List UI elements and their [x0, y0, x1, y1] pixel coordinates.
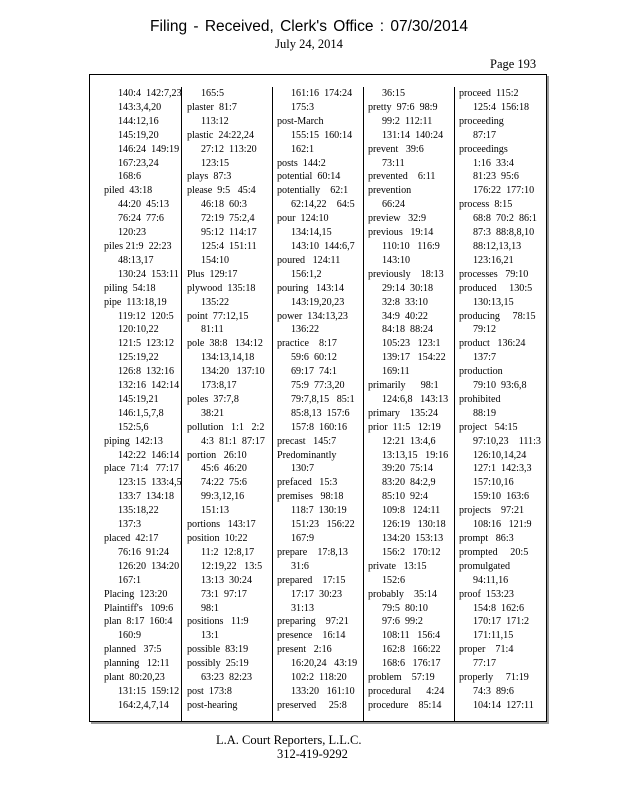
index-subentry: 126:10,14,24 [473, 449, 527, 461]
index-subentry: 17:17 30:23 [291, 588, 343, 600]
index-entry: please 9:5 45:4 [187, 185, 256, 197]
index-subentry: 85:10 92:4 [382, 491, 428, 503]
index-entry: plan 8:17 160:4 [104, 616, 173, 628]
index-subentry: 97:6 99:2 [382, 616, 423, 628]
index-subentry: 83:20 84:2,9 [382, 477, 436, 489]
index-subentry: 13:1 [201, 630, 219, 642]
index-entry: primary 135:24 [368, 407, 439, 419]
index-subentry: 121:5 123:12 [118, 338, 175, 350]
index-subentry: 123:15 [201, 157, 230, 169]
index-entry: proper 71:4 [459, 644, 514, 656]
index-entry: premises 98:18 [277, 491, 344, 503]
index-entry: plastic 24:22,24 [187, 129, 255, 141]
index-subentry: 136:22 [291, 324, 320, 336]
index-subentry: 146:24 149:19 [118, 143, 180, 155]
index-entry: Predominantly [277, 449, 337, 461]
index-subentry: 168:6 176:17 [382, 658, 441, 670]
index-entry: previous 19:14 [368, 227, 434, 239]
index-subentry: 164:2,4,7,14 [118, 699, 169, 711]
index-subentry: 99:3,12,16 [201, 491, 245, 503]
index-subentry: 135:18,22 [118, 505, 159, 517]
index-subentry: 168:6 [118, 171, 141, 183]
index-entry: planning 12:11 [104, 658, 170, 670]
index-subentry: 167:9 [291, 533, 314, 544]
index-subentry: 139:17 154:22 [382, 352, 446, 364]
index-subentry: 146:1,5,7,8 [118, 407, 164, 419]
index-entry: prevented 6:11 [368, 171, 436, 183]
index-column-1 [90, 87, 195, 721]
index-subentry: 171:11,15 [473, 630, 514, 642]
index-subentry: 4:3 81:1 87:17 [201, 435, 265, 447]
index-subentry: 127:1 142:3,3 [473, 463, 532, 475]
index-subentry: 152:6 [382, 574, 405, 586]
index-subentry: 131:14 140:24 [382, 129, 444, 141]
index-entry: Plus 129:17 [187, 268, 238, 280]
index-entry: piping 142:13 [104, 435, 163, 447]
index-subentry: 173:8,17 [201, 380, 237, 392]
index-column-2 [181, 87, 278, 721]
index-subentry: 134:20 137:10 [201, 366, 265, 378]
index-subentry: 143:10 144:6,7 [291, 240, 355, 252]
index-entry: preview 32:9 [368, 213, 427, 225]
index-entry: prohibited [459, 393, 501, 405]
index-entry: prepare 17:8,13 [277, 546, 348, 558]
index-entry: Plaintiff's 109:6 [104, 602, 174, 614]
index-subentry: 76:16 91:24 [118, 546, 170, 558]
index-table [89, 74, 547, 722]
index-subentry: 34:9 40:22 [382, 310, 428, 322]
index-entry: piling 54:18 [104, 282, 156, 294]
index-subentry: 74:3 89:6 [473, 685, 514, 697]
index-entry: post 173:8 [187, 685, 232, 697]
index-subentry: 94:11,16 [473, 574, 509, 586]
index-subentry: 120:23 [118, 227, 147, 239]
index-entry: processes 79:10 [459, 268, 529, 280]
page-number: Page 193 [490, 57, 537, 71]
index-subentry: 97:10,23 111:3 [473, 435, 541, 447]
index-subentry: 81:23 95:6 [473, 171, 519, 183]
index-subentry: 95:12 114:17 [201, 227, 257, 239]
reporter-name: L.A. Court Reporters, L.L.C. [216, 733, 362, 747]
index-column-3 [272, 87, 368, 721]
index-entry: product 136:24 [459, 338, 526, 350]
index-subentry: 140:4 142:7,23 [118, 88, 182, 99]
index-entry: piled 43:18 [104, 185, 153, 197]
index-entry: produced 130:5 [459, 282, 533, 294]
index-entry: production [459, 366, 503, 378]
index-subentry: 134:20 153:13 [382, 533, 444, 544]
index-subentry: 169:11 [382, 366, 410, 378]
index-subentry: 131:15 159:12 [118, 685, 180, 697]
index-subentry: 105:23 123:1 [382, 338, 441, 350]
index-subentry: 113:12 [201, 115, 229, 127]
index-entry: pretty 97:6 98:9 [368, 101, 438, 113]
index-subentry: 123:16,21 [473, 254, 514, 266]
index-subentry: 156:1,2 [291, 268, 322, 280]
index-column-4 [363, 87, 459, 721]
index-entry: procedure 85:14 [368, 699, 442, 711]
index-entry: projects 97:21 [459, 505, 525, 517]
index-entry: possible 83:19 [187, 644, 249, 656]
index-subentry: 77:17 [473, 658, 496, 670]
index-entry: prevent 39:6 [368, 143, 424, 155]
index-subentry: 12:19,22 13:5 [201, 560, 263, 572]
index-subentry: 160:9 [118, 630, 141, 642]
index-entry: process 8:15 [459, 199, 513, 211]
index-entry: plays 87:3 [187, 171, 232, 183]
index-subentry: 137:7 [473, 352, 496, 364]
index-subentry: 98:1 [201, 602, 219, 614]
index-subentry: 145:19,20 [118, 129, 159, 141]
index-subentry: 145:19,21 [118, 393, 159, 405]
index-entry: potential 60:14 [277, 171, 341, 183]
index-entry: pole 38:8 134:12 [187, 338, 263, 350]
index-entry: primarily 98:1 [368, 380, 439, 392]
index-subentry: 79:12 [473, 324, 496, 336]
index-subentry: 102:2 118:20 [291, 672, 347, 684]
index-subentry: 79:10 93:6,8 [473, 380, 527, 392]
index-subentry: 161:16 174:24 [291, 88, 353, 99]
index-entry: prevention [368, 185, 412, 197]
index-subentry: 130:7 [291, 463, 314, 475]
index-subentry: 48:13,17 [118, 254, 154, 266]
index-entry: plaster 81:7 [187, 101, 237, 113]
index-subentry: 87:3 88:8,8,10 [473, 227, 535, 239]
index-subentry: 126:8 132:16 [118, 366, 175, 378]
index-subentry: 76:24 77:6 [118, 213, 164, 225]
index-entry: Placing 123:20 [104, 588, 168, 600]
index-subentry: 73:1 97:17 [201, 588, 247, 600]
index-subentry: 134:13,14,18 [201, 352, 255, 364]
index-entry: proceedings [459, 143, 508, 155]
index-entry: potentially 62:1 [277, 185, 349, 197]
index-entry: properly 71:19 [459, 672, 529, 684]
index-subentry: 1:16 33:4 [473, 157, 514, 169]
index-subentry: 154:10 [201, 254, 230, 266]
index-subentry: 46:18 60:3 [201, 199, 247, 211]
index-subentry: 119:12 120:5 [118, 310, 174, 322]
index-subentry: 126:19 130:18 [382, 519, 446, 531]
index-subentry: 123:15 133:4,5 [118, 477, 182, 489]
index-subentry: 151:23 156:22 [291, 519, 355, 531]
index-subentry: 162:1 [291, 143, 314, 155]
index-subentry: 165:5 [201, 88, 224, 99]
index-entry: poured 124:11 [277, 254, 341, 266]
index-subentry: 167:1 [118, 574, 141, 586]
index-subentry: 13:13 30:24 [201, 574, 253, 586]
index-entry: positions 11:9 [187, 616, 249, 628]
index-subentry: 72:19 75:2,4 [201, 213, 255, 225]
index-entry: power 134:13,23 [277, 310, 348, 322]
index-subentry: 62:14,22 64:5 [291, 199, 355, 211]
index-subentry: 157:10,16 [473, 477, 514, 489]
index-entry: precast 145:7 [277, 435, 337, 447]
index-entry: promulgated [459, 560, 511, 572]
index-subentry: 170:17 171:2 [473, 616, 530, 628]
index-subentry: 81:11 [201, 324, 224, 336]
index-entry: prior 11:5 12:19 [368, 421, 441, 433]
index-subentry: 152:5,6 [118, 421, 149, 433]
index-subentry: 143:3,4,20 [118, 101, 162, 113]
index-entry: possibly 25:19 [187, 658, 249, 670]
index-entry: private 13:15 [368, 560, 427, 572]
index-subentry: 143:10 [382, 254, 411, 266]
index-entry: point 77:12,15 [187, 310, 249, 322]
index-subentry: 75:9 77:3,20 [291, 380, 345, 392]
index-subentry: 32:8 33:10 [382, 296, 428, 308]
index-subentry: 130:24 153:11 [118, 268, 179, 280]
index-entry: plywood 135:18 [187, 282, 256, 294]
index-entry: position 10:22 [187, 533, 248, 544]
index-subentry: 99:2 112:11 [382, 115, 433, 127]
index-subentry: 68:8 70:2 86:1 [473, 213, 537, 225]
index-entry: problem 57:19 [368, 672, 435, 684]
index-subentry: 38:21 [201, 407, 224, 419]
filing-stamp: Filing - Received, Clerk's Office : 07/30/2014 [150, 18, 468, 35]
index-subentry: 133:7 134:18 [118, 491, 175, 503]
index-entry: prefaced 15:3 [277, 477, 338, 489]
index-entry: preserved 25:8 [277, 699, 347, 711]
index-subentry: 84:18 88:24 [382, 324, 434, 336]
index-subentry: 157:8 160:16 [291, 421, 348, 433]
index-subentry: 154:8 162:6 [473, 602, 525, 614]
index-subentry: 134:14,15 [291, 227, 332, 239]
index-subentry: 59:6 60:12 [291, 352, 337, 364]
index-entry: preparing 97:21 [277, 616, 349, 628]
index-subentry: 87:17 [473, 129, 496, 141]
index-subentry: 126:20 134:20 [118, 560, 180, 572]
index-subentry: 29:14 30:18 [382, 282, 434, 294]
index-subentry: 109:8 124:11 [382, 505, 441, 517]
index-subentry: 176:22 177:10 [473, 185, 535, 197]
index-subentry: 133:20 161:10 [291, 685, 355, 697]
index-entry: place 71:4 77:17 [104, 463, 179, 475]
index-entry: posts 144:2 [277, 157, 326, 169]
index-subentry: 13:13,15 19:16 [382, 449, 449, 461]
index-subentry: 151:13 [201, 505, 230, 517]
index-entry: prompted 20:5 [459, 546, 529, 558]
index-entry: plant 80:20,23 [104, 672, 165, 684]
index-entry: project 54:15 [459, 421, 518, 433]
hearing-date: July 24, 2014 [275, 37, 343, 51]
index-subentry: 125:4 156:18 [473, 101, 530, 113]
index-subentry: 36:15 [382, 88, 405, 99]
index-subentry: 44:20 45:13 [118, 199, 170, 211]
index-subentry: 45:6 46:20 [201, 463, 247, 475]
index-subentry: 125:4 151:11 [201, 240, 257, 252]
index-subentry: 88:12,13,13 [473, 240, 522, 252]
index-subentry: 85:8,13 157:6 [291, 407, 350, 419]
index-subentry: 135:22 [201, 296, 230, 308]
index-subentry: 66:24 [382, 199, 405, 211]
index-entry: probably 35:14 [368, 588, 437, 600]
index-subentry: 130:13,15 [473, 296, 514, 308]
index-subentry: 69:17 74:1 [291, 366, 337, 378]
index-subentry: 142:22 146:14 [118, 449, 180, 461]
index-entry: practice 8:17 [277, 338, 337, 350]
index-subentry: 125:19,22 [118, 352, 159, 364]
index-entry: post-March [277, 115, 324, 127]
index-entry: proceeding [459, 115, 504, 127]
index-subentry: 155:15 160:14 [291, 129, 353, 141]
index-subentry: 31:13 [291, 602, 314, 614]
index-subentry: 108:16 121:9 [473, 519, 532, 531]
index-subentry: 144:12,16 [118, 115, 159, 127]
index-subentry: 156:2 170:12 [382, 546, 441, 558]
index-subentry: 162:8 166:22 [382, 644, 441, 656]
index-entry: planned 37:5 [104, 644, 162, 656]
index-subentry: 79:5 80:10 [382, 602, 428, 614]
index-subentry: 132:16 142:14 [118, 380, 180, 392]
index-column-5 [454, 87, 551, 721]
index-subentry: 137:3 [118, 519, 141, 531]
index-entry: prepared 17:15 [277, 574, 346, 586]
index-subentry: 73:11 [382, 157, 405, 169]
index-subentry: 63:23 82:23 [201, 672, 253, 684]
index-entry: piles 21:9 22:23 [104, 240, 172, 252]
index-subentry: 31:6 [291, 560, 309, 572]
index-subentry: 39:20 75:14 [382, 463, 434, 475]
index-subentry: 120:10,22 [118, 324, 159, 336]
index-entry: proof 153:23 [459, 588, 514, 600]
index-subentry: 110:10 116:9 [382, 240, 440, 252]
index-subentry: 79:7,8,15 85:1 [291, 393, 355, 405]
index-entry: prompt 86:3 [459, 533, 514, 544]
index-subentry: 104:14 127:11 [473, 699, 534, 711]
index-subentry: 108:11 156:4 [382, 630, 441, 642]
index-entry: portion 26:10 [187, 449, 247, 461]
index-entry: pollution 1:1 2:2 [187, 421, 265, 433]
index-entry: producing 78:15 [459, 310, 536, 322]
index-entry: proceed 115:2 [459, 88, 519, 99]
index-subentry: 124:6,8 143:13 [382, 393, 449, 405]
index-subentry: 143:19,20,23 [291, 296, 345, 308]
index-subentry: 88:19 [473, 407, 496, 419]
index-subentry: 118:7 130:19 [291, 505, 347, 517]
index-entry: pouring 143:14 [277, 282, 345, 294]
index-entry: pour 124:10 [277, 213, 329, 225]
index-subentry: 11:2 12:8,17 [201, 546, 255, 558]
index-subentry: 16:20,24 43:19 [291, 658, 358, 670]
index-entry: pipe 113:18,19 [104, 296, 167, 308]
index-entry: poles 37:7,8 [187, 393, 239, 405]
index-entry: portions 143:17 [187, 519, 256, 531]
index-subentry: 27:12 113:20 [201, 143, 257, 155]
index-subentry: 159:10 163:6 [473, 491, 530, 503]
index-entry: placed 42:17 [104, 533, 159, 544]
index-entry: presence 16:14 [277, 630, 346, 642]
index-subentry: 74:22 75:6 [201, 477, 247, 489]
reporter-phone: 312-419-9292 [277, 747, 348, 761]
index-subentry: 175:3 [291, 101, 314, 113]
index-entry: previously 18:13 [368, 268, 444, 280]
index-subentry: 12:21 13:4,6 [382, 435, 436, 447]
index-entry: present 2:16 [277, 644, 332, 656]
index-subentry: 167:23,24 [118, 157, 159, 169]
index-entry: procedural 4:24 [368, 685, 445, 697]
index-entry: post-hearing [187, 699, 238, 711]
